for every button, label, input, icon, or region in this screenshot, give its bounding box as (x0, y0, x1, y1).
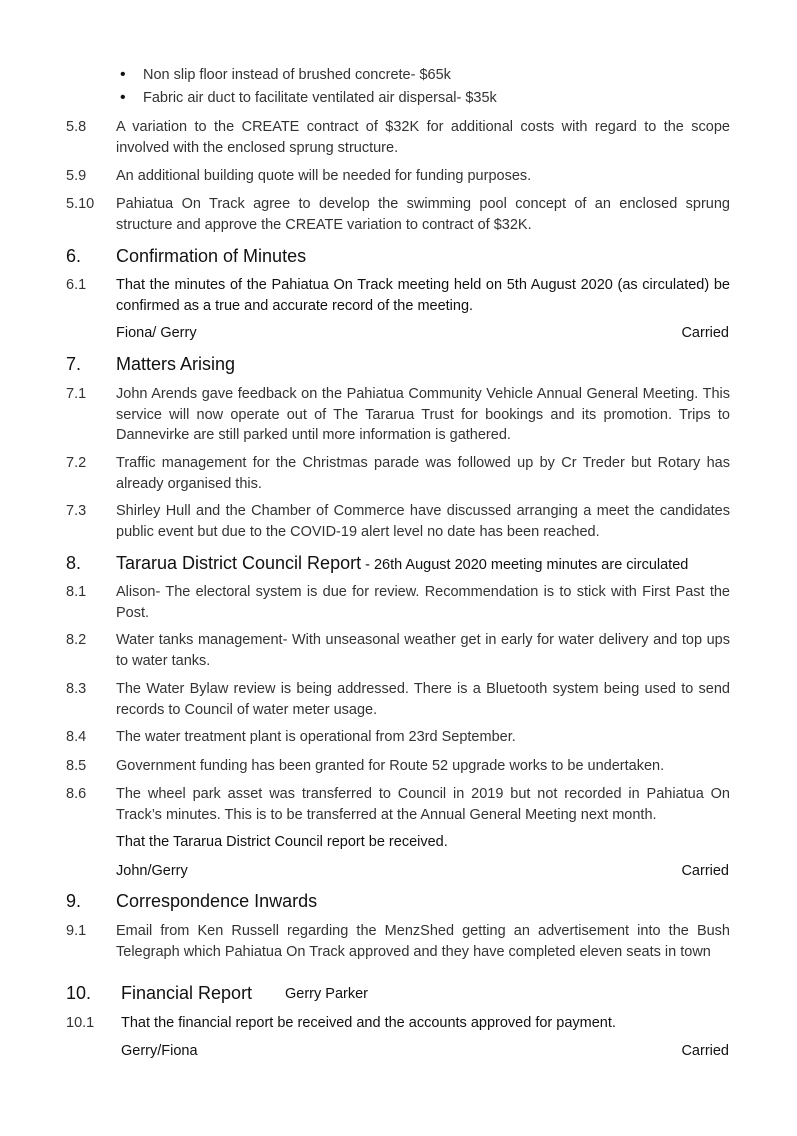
section-title: Financial Report (121, 983, 253, 1003)
item-number: 10.1 (66, 1015, 95, 1031)
section-title: Confirmation of Minutes (116, 246, 307, 266)
item-number: 6.1 (66, 277, 87, 293)
movers: Fiona/ Gerry (116, 325, 197, 341)
item-text: A variation to the CREATE contract of $32K for additional costs with regard to the scope involved with the enclosed sprung structure. (116, 119, 730, 156)
item-text: Email from Ken Russell regarding the MenzShed getting an advertisement into the Bush Telegraph which Pahiatua On Track approved and they have completed eleven seats in town (116, 923, 730, 960)
item-number: 7.3 (66, 503, 87, 519)
item-number: 8.3 (66, 681, 87, 697)
item-number: 7.1 (66, 386, 87, 402)
item-text: Traffic management for the Christmas parade was followed up by Cr Treder but Rotary has already organised this. (116, 455, 730, 492)
item-text: That the financial report be received and the accounts approved for payment. (121, 1015, 616, 1031)
bullet-item: • Fabric air duct to facilitate ventilated air dispersal- $35k (143, 90, 497, 106)
item-number: 8.1 (66, 584, 87, 600)
bullet-item: • Non slip floor instead of brushed concrete- $65k (143, 67, 451, 83)
presenter: Gerry Parker (285, 986, 368, 1002)
item-text: Water tanks management- With unseasonal weather get in early for water delivery and top ups to water tanks. (116, 632, 730, 669)
item-number: 5.10 (66, 196, 95, 212)
motion-text: That the Tararua District Council report be received. (116, 834, 448, 850)
item-number: 5.8 (66, 119, 87, 135)
section-title: Correspondence Inwards (116, 891, 318, 911)
item-text: The Water Bylaw review is being addressed. There is a Bluetooth system being used to send records to Council of water meter usage. (116, 681, 730, 718)
item-text: The water treatment plant is operational from 23rd September. (116, 729, 516, 745)
section-title-text: Tararua District Council Report (116, 553, 362, 573)
section-subtitle: - 26th August 2020 meeting minutes are circulated (361, 557, 689, 573)
item-number: 8.2 (66, 632, 87, 648)
movers: Gerry/Fiona (121, 1043, 198, 1059)
section-number: 6. (66, 246, 82, 266)
item-number: 9.1 (66, 923, 87, 939)
section-number: 10. (66, 983, 92, 1003)
item-number: 5.9 (66, 168, 87, 184)
item-text: John Arends gave feedback on the Pahiatua Community Vehicle Annual General Meeting. This service will now operate out of The Tararua Trust for bookings and its promotion. Trips to Dannevirke are still parked until more information is gathered. (116, 386, 730, 443)
section-number: 7. (66, 354, 82, 374)
item-text: Shirley Hull and the Chamber of Commerce have discussed arranging a meet the candidates public event but due to the COVID-19 alert level no date has been reached. (116, 503, 730, 540)
item-text: That the minutes of the Pahiatua On Track meeting held on 5th August 2020 (as circulated) be confirmed as a true and accurate record of the meeting. (116, 277, 730, 314)
item-text: Pahiatua On Track agree to develop the swimming pool concept of an enclosed sprung structure and approve the CREATE variation to contract of $32K. (116, 196, 730, 233)
item-text: Government funding has been granted for Route 52 upgrade works to be undertaken. (116, 758, 665, 774)
item-text: The wheel park asset was transferred to Council in 2019 but not recorded in Pahiatua On Track’s minutes. This is to be transferred at the Annual General Meeting next month. (116, 786, 730, 823)
item-number: 7.2 (66, 455, 87, 471)
section-number: 8. (66, 553, 82, 573)
movers: John/Gerry (116, 863, 188, 879)
item-number: 8.5 (66, 758, 87, 774)
section-title: Matters Arising (116, 354, 236, 374)
item-number: 8.6 (66, 786, 87, 802)
item-text: An additional building quote will be needed for funding purposes. (116, 168, 532, 184)
motion-result: Carried (681, 325, 729, 341)
section-title (116, 553, 688, 574)
item-text: Alison- The electoral system is due for review. Recommendation is to stick with First Past the Post. (116, 584, 730, 621)
section-number: 9. (66, 891, 82, 911)
motion-result: Carried (681, 863, 729, 879)
motion-result: Carried (681, 1043, 729, 1059)
item-number: 8.4 (66, 729, 87, 745)
